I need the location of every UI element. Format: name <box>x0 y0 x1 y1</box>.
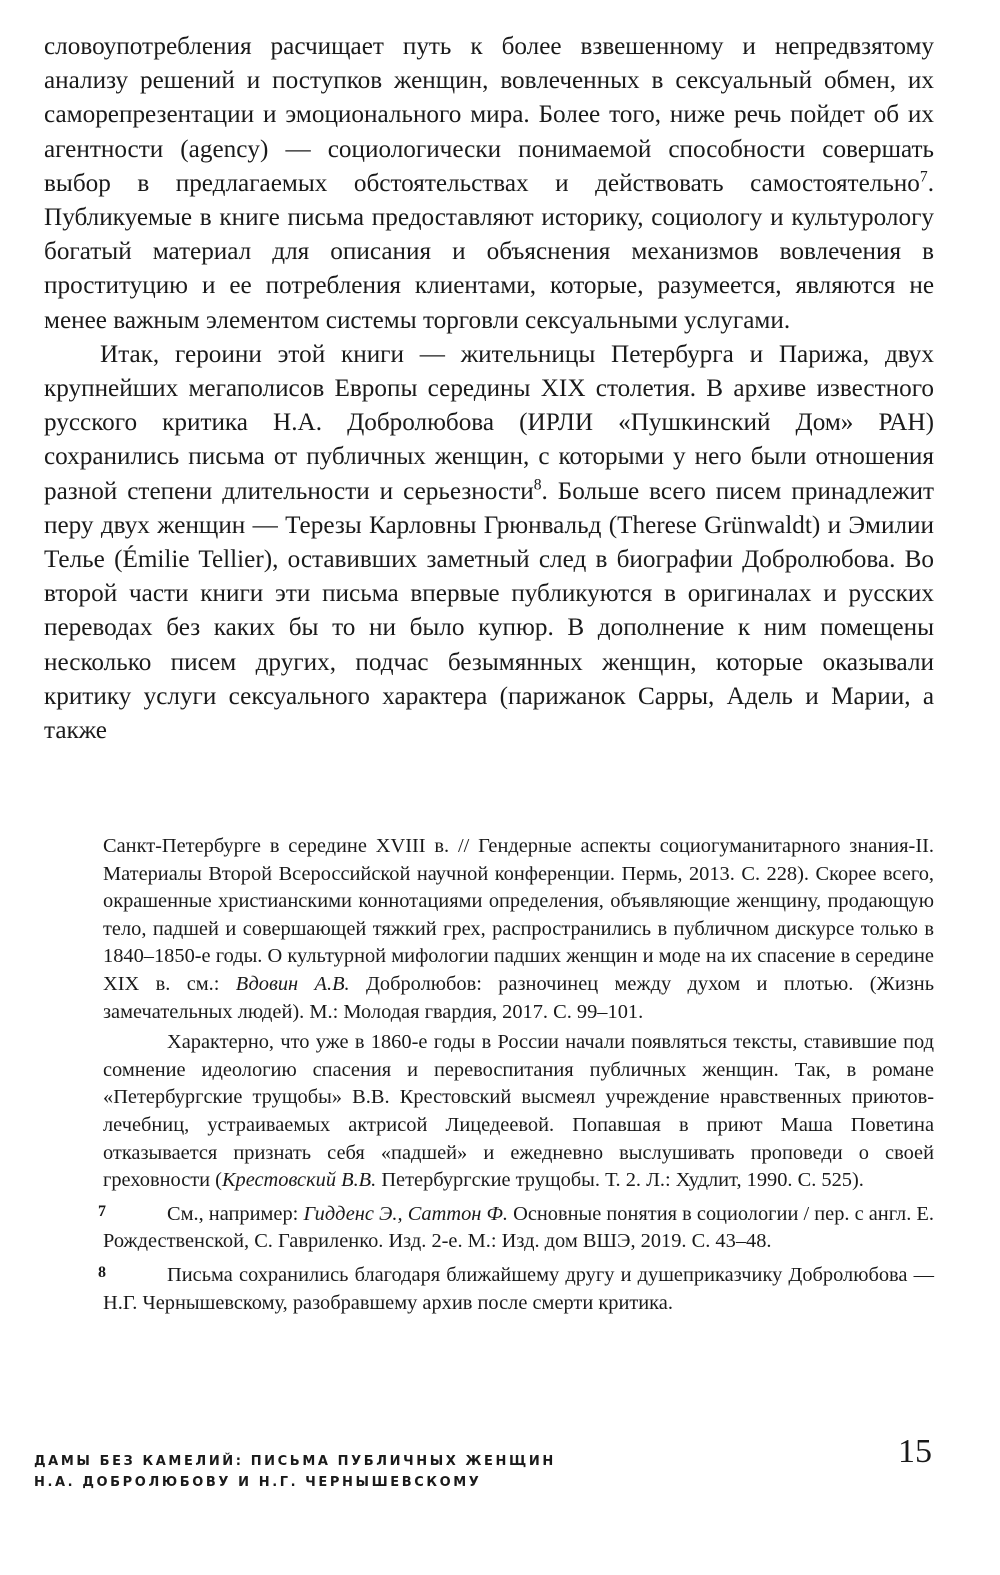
main-text <box>44 30 934 748</box>
running-footer-line-1: ДАМЫ БЕЗ КАМЕЛИЙ: ПИСЬМА ПУБЛИЧНЫХ ЖЕНЩИН <box>34 1454 556 1469</box>
footnote-7-text-a: См., например: <box>167 1202 304 1225</box>
paragraph-2-text-a: Итак, героини этой книги — жительницы Петербурга и Парижа, двух крупнейших мегаполисов Европы середины XIX столетия. В архиве известного русского критика Н.А. Добролюбова (ИРЛИ «Пушкинский Дом» РАН) сохранились письма от публичных женщин, с которыми у него были отношения разной степени длительности и серьезности <box>44 340 934 505</box>
footnotes <box>98 833 934 1317</box>
footnote-7-text-b: Основные понятия в социологии / пер. с англ. Е. Рождественской, С. Гавриленко. Изд. 2-е. М.: Изд. дом ВШЭ, 2019. С. 43–48. <box>103 1202 934 1253</box>
footnote-ref-7[interactable]: 7 <box>919 168 928 186</box>
paragraph-2-text-b: . Больше всего писем принадлежит перу двух женщин — Терезы Карловны Грюнвальд (Therese Grünwaldt) и Эмилии Телье (Émilie Tellier), оставивших заметный след в биографии Добролюбова. Во второй части книги эти письма впервые публикуются в оригиналах и русских переводах без каких бы то ни было купюр. В дополнение к ним помещены несколько писем других, подчас безымянных женщин, которые оказывали критику услуги сексуального характера (парижанок Сарры, Адель и Марии, а также <box>44 477 935 745</box>
footnote-8-text: Письма сохранились благодаря ближайшему другу и душеприказчику Добролюбова — Н.Г. Чернышевскому, разобравшему архив после смерти критика. <box>103 1263 934 1314</box>
running-footer <box>34 1451 556 1493</box>
footnote-ref-8[interactable]: 8 <box>533 476 542 494</box>
footnote-6-p2-text-a: Характерно, что уже в 1860-е годы в России начали появляться тексты, ставившие под сомнение идеологию спасения и перевоспитания публичных женщин. Так, в романе «Петербургские трущобы» В.В. Крестовский высмеял учреждение нравственных приютов-лечебниц, устраиваемых актрисой Лицедеевой. Попавшая в приют Маша Поветина отказывается признать себя «падшей» и ежедневно выслушивать проповеди о своей греховности ( <box>103 1031 934 1192</box>
footnote-6-p2-text-b: Петербургские трущобы. Т. 2. Л.: Худлит, 1990. С. 525). <box>376 1169 864 1192</box>
paragraph-1-text-a: словоупотребления расчищает путь к более взвешенному и непредвзятому анализу решений и поступков женщин, вовлеченных в сексуальный обмен, их саморепрезентации и эмоционального мира. Более того, ниже речь пойдет об их агентности (agency) — социологически понимаемой способности совершать выбор в предлагаемых обстоятельствах и действовать самостоятельно <box>44 33 934 197</box>
footnote-6-p2-author: Крестовский В.В. <box>221 1169 377 1192</box>
paragraph-1-text-b: . Публикуемые в книге письма предоставляют историку, социологу и культурологу богатый материал для описания и объяснения механизмов вовлечения в проституцию и ее потребления клиентами, которые, разумеется, являются не менее важным элементом системы торговли сексуальными услугами. <box>44 169 934 334</box>
footnote-8-number: 8 <box>98 1263 106 1281</box>
footnote-7-number: 7 <box>98 1202 106 1220</box>
running-footer-line-2: Н.А. ДОБРОЛЮБОВУ И Н.Г. ЧЕРНЫШЕВСКОМУ <box>34 1475 482 1490</box>
footnote-6-p1-text-a: Санкт-Петербурге в середине XVIII в. // Гендерные аспекты социогуманитарного знания-II. Материалы Второй Всероссийской научной конференции. Пермь, 2013. С. 228). Скорее всего, окрашенные христианскими коннотациями определения, объявляющие женщину, продающую тело, падшей и совершающей тяжкий грех, распространились в публичном дискурсе только в 1840–1850-е годы. О культурной мифологии падших женщин и моде на их спасение в середине XIX в. см.: <box>103 835 934 995</box>
footnote-6-paragraph-2 <box>103 1029 934 1195</box>
page-number: 15 <box>898 1433 932 1470</box>
footnote-6-continuation <box>103 833 934 1195</box>
footnote-8 <box>98 1262 934 1317</box>
paragraph-1 <box>44 30 934 338</box>
footnote-6-paragraph-1 <box>103 833 934 1026</box>
footnote-7-text <box>103 1201 934 1256</box>
footnote-6-p1-text-b: Добролюбов: разночинец между духом и плотью. (Жизнь замечательных людей). М.: Молодая гвардия, 2017. С. 99–101. <box>103 972 934 1023</box>
paragraph-2 <box>44 338 934 748</box>
footnote-7 <box>98 1201 934 1256</box>
footnote-6-p1-author: Вдовин А.В. <box>235 972 350 995</box>
footnote-7-authors: Гидденс Э., Саттон Ф. <box>303 1202 508 1225</box>
